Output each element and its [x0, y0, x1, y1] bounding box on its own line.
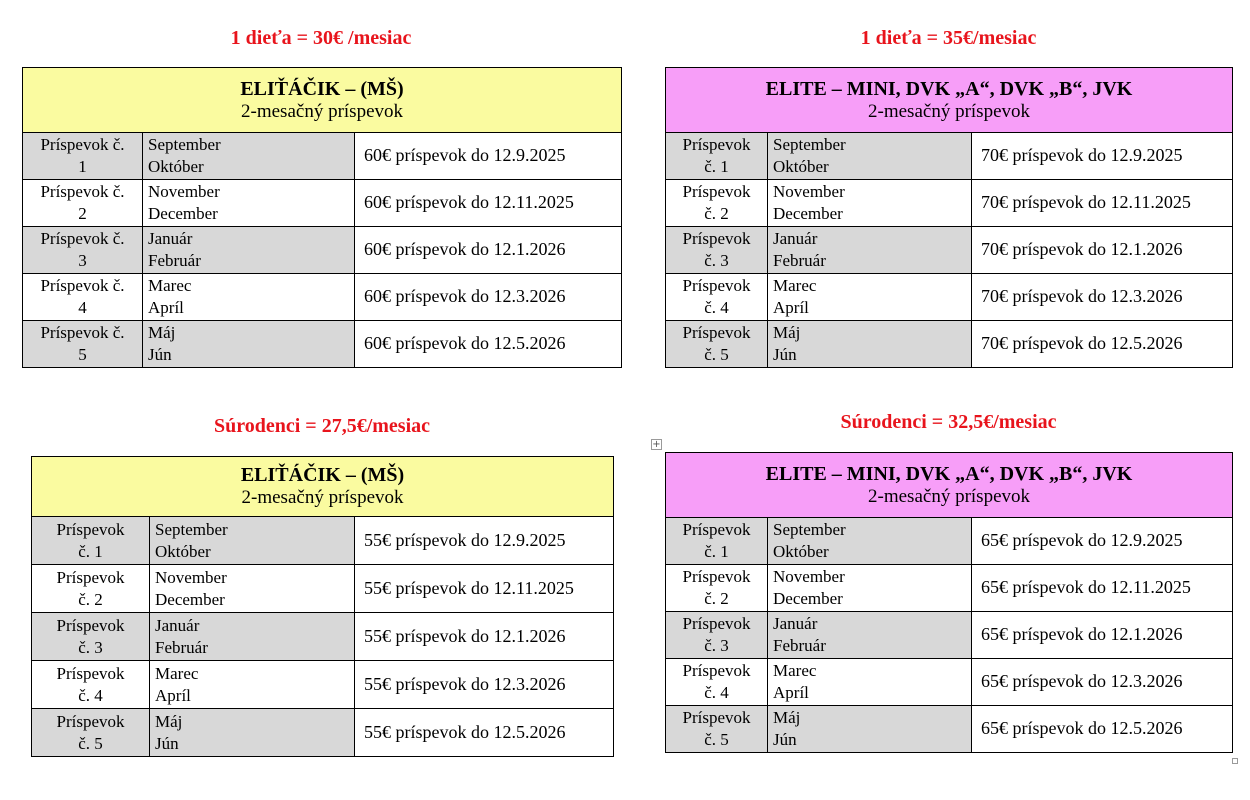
installment-label: Príspevok č. 3: [23, 227, 143, 274]
installment-months: Marec Apríl: [768, 274, 972, 321]
table-title-band: [32, 457, 614, 517]
installment-amount: 60€ príspevok do 12.5.2026: [355, 321, 622, 368]
table-row: [666, 274, 1233, 321]
installment-label: Príspevok č. 1: [666, 133, 768, 180]
installment-months: Január Február: [143, 227, 355, 274]
fee-heading-4: Súrodenci = 32,5€/mesiac: [840, 411, 1057, 433]
installment-label: Príspevok č. 3: [666, 612, 768, 659]
table-title: ELIŤÁČIK – (MŠ): [240, 77, 404, 100]
installment-months: September Október: [150, 517, 355, 565]
installment-months: September Október: [143, 133, 355, 180]
table-title-band: [23, 68, 622, 133]
fee-table-1: [22, 67, 622, 368]
installment-label: Príspevok č. 3: [32, 613, 150, 661]
table-row: [32, 517, 614, 565]
fee-table-3: [31, 456, 614, 757]
table-row: [32, 661, 614, 709]
table-title: ELITE – MINI, DVK „A“, DVK „B“, JVK: [765, 462, 1133, 485]
table-subtitle: 2-mesačný príspevok: [868, 100, 1030, 122]
installment-label: Príspevok č. 5: [23, 321, 143, 368]
table-row: [666, 612, 1233, 659]
installment-label: Príspevok č. 2: [666, 565, 768, 612]
installment-label: Príspevok č. 4: [666, 659, 768, 706]
installment-months: Máj Jún: [768, 706, 972, 753]
installment-amount: 70€ príspevok do 12.11.2025: [972, 180, 1233, 227]
installment-months: Január Február: [768, 227, 972, 274]
table-title: ELIŤÁČIK – (MŠ): [240, 464, 405, 487]
table-move-handle[interactable]: +: [652, 439, 661, 450]
installment-label: Príspevok č. 5: [32, 709, 150, 757]
installment-amount: 70€ príspevok do 12.1.2026: [972, 227, 1233, 274]
table-row: [666, 565, 1233, 612]
installment-amount: 70€ príspevok do 12.5.2026: [972, 321, 1233, 368]
installment-amount: 60€ príspevok do 12.1.2026: [355, 227, 622, 274]
table-subtitle: 2-mesačný príspevok: [241, 487, 404, 509]
fee-table-2: [665, 67, 1233, 368]
installment-months: November December: [150, 565, 355, 613]
table-title-band: [666, 68, 1233, 133]
installment-label: Príspevok č. 5: [666, 321, 768, 368]
installment-label: Príspevok č. 2: [23, 180, 143, 227]
installment-label: Príspevok č. 2: [666, 180, 768, 227]
installment-months: November December: [768, 565, 972, 612]
installment-amount: 60€ príspevok do 12.11.2025: [355, 180, 622, 227]
installment-months: Marec Apríl: [150, 661, 355, 709]
installment-label: Príspevok č. 2: [32, 565, 150, 613]
table-row: [666, 659, 1233, 706]
table-row: [666, 180, 1233, 227]
installment-amount: 65€ príspevok do 12.1.2026: [972, 612, 1233, 659]
installment-amount: 65€ príspevok do 12.11.2025: [972, 565, 1233, 612]
installment-months: Január Február: [768, 612, 972, 659]
installment-amount: 55€ príspevok do 12.9.2025: [355, 517, 614, 565]
fee-heading-1: 1 dieťa = 30€ /mesiac: [230, 27, 412, 49]
installment-months: September Október: [768, 133, 972, 180]
fee-heading-2: 1 dieťa = 35€/mesiac: [860, 27, 1037, 49]
table-row: [666, 321, 1233, 368]
table-row: [23, 274, 622, 321]
table-row: [32, 613, 614, 661]
table-row: [666, 518, 1233, 565]
installment-label: Príspevok č. 4: [32, 661, 150, 709]
installment-amount: 70€ príspevok do 12.9.2025: [972, 133, 1233, 180]
table-subtitle: 2-mesačný príspevok: [868, 485, 1030, 507]
installment-amount: 65€ príspevok do 12.3.2026: [972, 659, 1233, 706]
table-row: [666, 706, 1233, 753]
installment-amount: 55€ príspevok do 12.1.2026: [355, 613, 614, 661]
installment-amount: 60€ príspevok do 12.9.2025: [355, 133, 622, 180]
installment-label: Príspevok č. 1: [666, 518, 768, 565]
installment-amount: 60€ príspevok do 12.3.2026: [355, 274, 622, 321]
installment-label: Príspevok č. 4: [23, 274, 143, 321]
table-row: [32, 565, 614, 613]
installment-label: Príspevok č. 1: [23, 133, 143, 180]
table-row: [23, 321, 622, 368]
installment-label: Príspevok č. 3: [666, 227, 768, 274]
table-row: [23, 133, 622, 180]
installment-months: Január Február: [150, 613, 355, 661]
table-subtitle: 2-mesačný príspevok: [241, 100, 403, 122]
table-row: [23, 180, 622, 227]
installment-months: Máj Jún: [150, 709, 355, 757]
table-title: ELITE – MINI, DVK „A“, DVK „B“, JVK: [765, 77, 1133, 100]
installment-months: Marec Apríl: [143, 274, 355, 321]
installment-amount: 55€ príspevok do 12.5.2026: [355, 709, 614, 757]
installment-label: Príspevok č. 4: [666, 274, 768, 321]
table-row: [23, 227, 622, 274]
installment-amount: 65€ príspevok do 12.9.2025: [972, 518, 1233, 565]
installment-months: November December: [143, 180, 355, 227]
installment-months: September Október: [768, 518, 972, 565]
table-resize-handle[interactable]: [1232, 758, 1238, 764]
fee-heading-3: Súrodenci = 27,5€/mesiac: [213, 415, 431, 437]
installment-months: Máj Jún: [143, 321, 355, 368]
table-row: [666, 227, 1233, 274]
fee-table-4: [665, 452, 1233, 753]
installment-months: November December: [768, 180, 972, 227]
installment-amount: 55€ príspevok do 12.11.2025: [355, 565, 614, 613]
installment-label: Príspevok č. 5: [666, 706, 768, 753]
installment-label: Príspevok č. 1: [32, 517, 150, 565]
table-title-band: [666, 453, 1233, 518]
table-row: [666, 133, 1233, 180]
installment-months: Máj Jún: [768, 321, 972, 368]
installment-amount: 70€ príspevok do 12.3.2026: [972, 274, 1233, 321]
installment-months: Marec Apríl: [768, 659, 972, 706]
installment-amount: 65€ príspevok do 12.5.2026: [972, 706, 1233, 753]
installment-amount: 55€ príspevok do 12.3.2026: [355, 661, 614, 709]
table-row: [32, 709, 614, 757]
